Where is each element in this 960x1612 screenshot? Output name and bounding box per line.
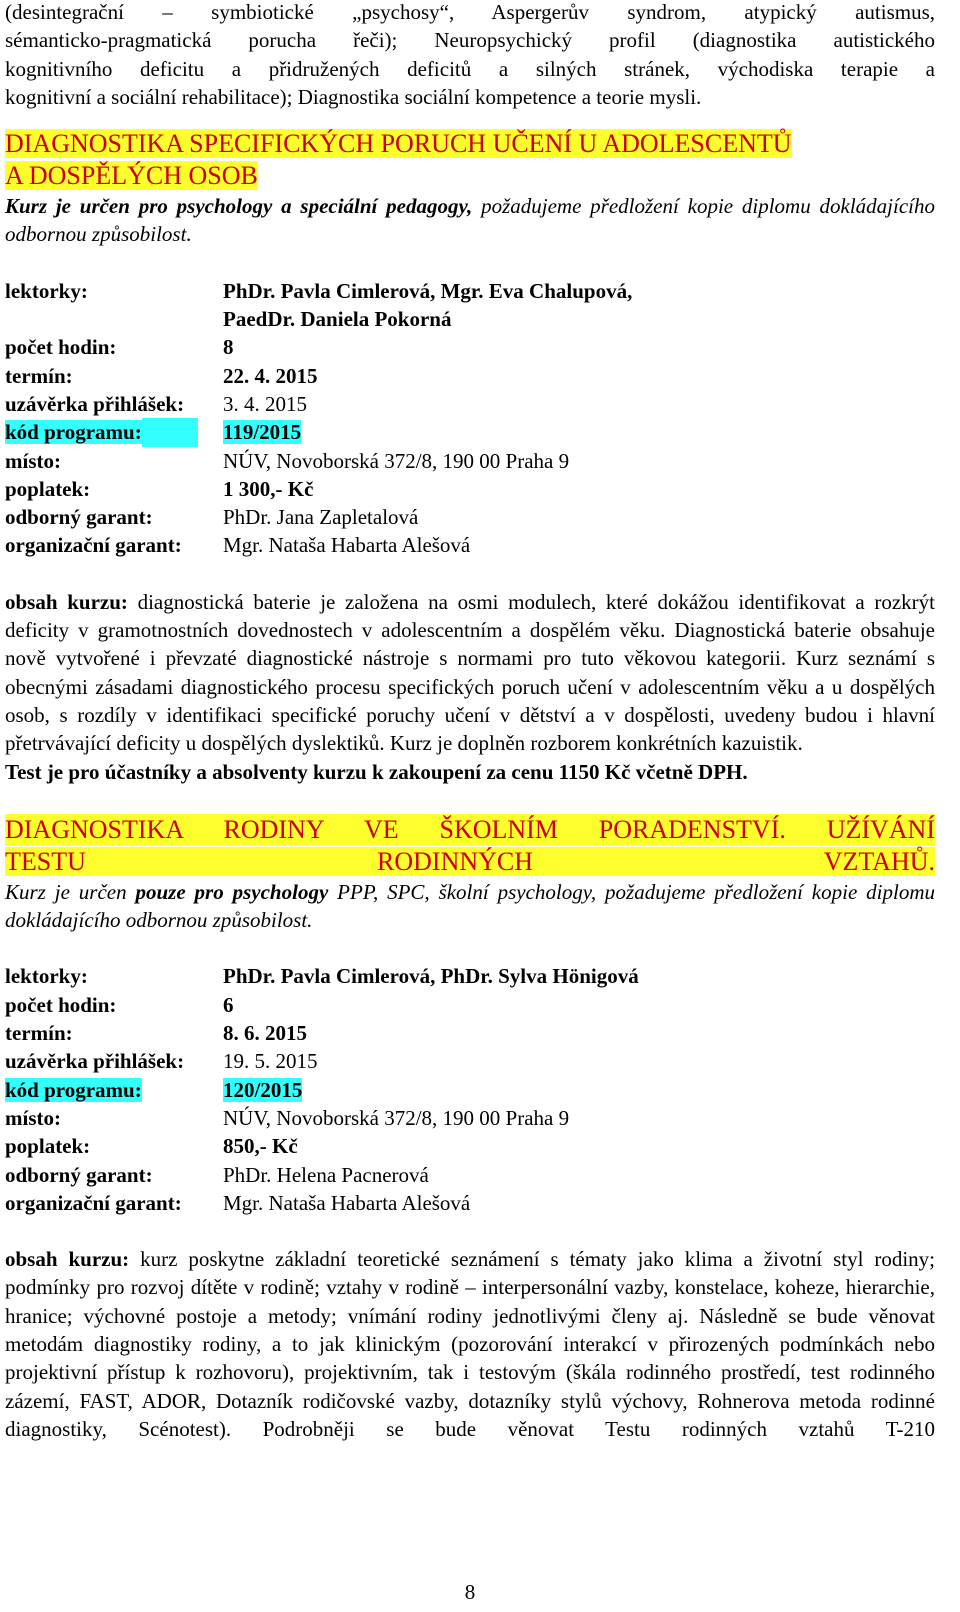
course-2-kod-row bbox=[5, 1076, 935, 1104]
termin-label: termín: bbox=[5, 1021, 73, 1046]
kod-value: 119/2015 bbox=[223, 420, 302, 445]
uzaverka-label: uzávěrka přihlášek: bbox=[5, 1049, 185, 1074]
poplatek-label: poplatek: bbox=[5, 476, 91, 501]
course-1-hodin-row bbox=[5, 333, 935, 361]
document-page bbox=[5, 0, 935, 1443]
intro-paragraph bbox=[5, 0, 935, 111]
course-1-audience-bold: Kurz je určen pro psychology a speciální pedagogy, bbox=[5, 194, 473, 219]
course-1-test-note: Test je pro účastníky a absolventy kurzu k zakoupení za cenu 1150 Kč včetně DPH. bbox=[5, 759, 748, 784]
garant-label: odborný garant: bbox=[5, 1162, 153, 1187]
course-2-garant-row bbox=[5, 1161, 935, 1189]
obsah-label: obsah kurzu: bbox=[5, 1247, 130, 1272]
course-1-poplatek-row bbox=[5, 475, 935, 503]
course-2-termin-row bbox=[5, 1019, 935, 1047]
misto-label: místo: bbox=[5, 1105, 61, 1130]
termin-value: 22. 4. 2015 bbox=[223, 363, 318, 388]
garant-label: odborný garant: bbox=[5, 505, 153, 530]
garant-value: PhDr. Helena Pacnerová bbox=[223, 1162, 429, 1187]
org-label: organizační garant: bbox=[5, 1190, 182, 1215]
course-1-audience-rest: požadujeme předložení kopie diplomu dokládajícího odbornou způsobilost. bbox=[5, 194, 935, 247]
poplatek-value: 850,- Kč bbox=[223, 1134, 298, 1159]
course-1-org-row bbox=[5, 531, 935, 559]
lektorky-label: lektorky: bbox=[5, 278, 88, 303]
course-2-info-table bbox=[5, 962, 935, 1217]
course-1-section bbox=[5, 128, 935, 786]
course-2-poplatek-row bbox=[5, 1132, 935, 1160]
course-2-uzaverka-row bbox=[5, 1047, 935, 1075]
uzaverka-value: 3. 4. 2015 bbox=[223, 391, 307, 416]
lektorky-value-2: PaedDr. Daniela Pokorná bbox=[223, 307, 452, 332]
obsah-text: kurz poskytne základní teoretické seznámení s tématy jako klima a životní styl rodiny; podmínky pro rozvoj dítěte v rodině; vztahy v rodině – interpersonální vazby, konstelace, koheze, hierarchie, hranice; výchovné postoje a metody; vnímání rodiny jednotlivými členy aj. Následně se bude věnovat metodám diagnostiky rodiny, a to jak klinickým (pozorování interakcí v přirozených podmínkách nebo projektivní přístup k rozhovoru), projektivním, tak i testovým (škála rodinného prostředí, test rodinného zázemí, FAST, ADOR, Dotazník rodičovské vazby, dotazníky stylů výchovy, Rohnerova metoda rodinné diagnostiky, Scénotest). Podrobněji se bude věnovat Testu rodinných vztahů T-210 bbox=[5, 1247, 936, 1441]
kod-label: kód programu: bbox=[5, 420, 142, 445]
course-2-title-line2: TESTU RODINNÝCH VZTAHŮ. bbox=[5, 846, 935, 876]
poplatek-label: poplatek: bbox=[5, 1134, 91, 1159]
kod-label: kód programu: bbox=[5, 1077, 142, 1102]
uzaverka-label: uzávěrka přihlášek: bbox=[5, 391, 185, 416]
kod-value: 120/2015 bbox=[223, 1077, 303, 1102]
obsah-text: diagnostická baterie je založena na osmi modulech, které dokážou identifikovat a rozkrýt deficity v gramotnostních dovednostech v adolescentním a dospělém věku. Diagnostická baterie obsahuje nově vytvořené i převzaté diagnostické nástroje s normami pro tuto věkovou kategorii. Kurz seznámí s obecnými zásadami diagnostického procesu specifických poruch učení v adolescentním věku a u dospělých osob, s rozdíly v identifikaci specifické poruchy učení v dětství a v dospělosti, uvedeny budou i hlavní přetrvávající deficity u dospělých dyslektiků. Kurz je doplněn rozborem konkrétních kazuistik. bbox=[5, 589, 935, 756]
intro-line: kognitivní a sociální rehabilitace); Diagnostika sociální kompetence a teorie mysli. bbox=[5, 84, 702, 109]
uzaverka-value: 19. 5. 2015 bbox=[223, 1049, 318, 1074]
org-label: organizační garant: bbox=[5, 533, 182, 558]
course-1-lektorky-row bbox=[5, 277, 935, 305]
hodin-value: 6 bbox=[223, 992, 234, 1017]
course-2-title-line1: DIAGNOSTIKA RODINY VE ŠKOLNÍM PORADENSTVÍ. UŽÍVÁNÍ bbox=[5, 814, 935, 844]
intro-line: kognitivního deficitu a přidružených deficitů a silných stránek, východiska terapie a bbox=[5, 56, 935, 81]
course-2-hodin-row bbox=[5, 991, 935, 1019]
course-2-description bbox=[5, 1245, 935, 1443]
intro-line: (desintegrační – symbiotické „psychosy“, Aspergerův syndrom, atypický autismus, bbox=[5, 0, 935, 24]
course-1-title bbox=[5, 128, 935, 192]
termin-label: termín: bbox=[5, 363, 73, 388]
course-1-description bbox=[5, 588, 935, 758]
intro-line: sémanticko-pragmatická porucha řeči); Neuropsychický profil (diagnostika autistického bbox=[5, 28, 935, 53]
course-2-audience-rest: PPP, SPC, školní psychology, požadujeme předložení kopie diplomu dokládajícího odbornou způsobilost. bbox=[5, 879, 935, 933]
misto-label: místo: bbox=[5, 448, 61, 473]
course-1-title-line2: A DOSPĚLÝCH OSOB bbox=[5, 161, 258, 191]
org-value: Mgr. Nataša Habarta Alešová bbox=[223, 533, 471, 558]
obsah-label: obsah kurzu: bbox=[5, 589, 128, 614]
page-number: 8 bbox=[464, 1580, 476, 1604]
poplatek-value: 1 300,- Kč bbox=[223, 476, 314, 501]
termin-value: 8. 6. 2015 bbox=[223, 1021, 307, 1046]
org-value: Mgr. Nataša Habarta Alešová bbox=[223, 1190, 471, 1215]
lektorky-label: lektorky: bbox=[5, 964, 88, 989]
course-2-section bbox=[5, 814, 935, 1443]
hodin-label: počet hodin: bbox=[5, 335, 117, 360]
course-1-kod-row bbox=[5, 418, 935, 446]
lektorky-value: PhDr. Pavla Cimlerová, PhDr. Sylva Hönigová bbox=[223, 964, 639, 989]
course-1-termin-row bbox=[5, 362, 935, 390]
course-1-title-line1: DIAGNOSTIKA SPECIFICKÝCH PORUCH UČENÍ U ADOLESCENTŮ bbox=[5, 129, 792, 159]
misto-value: NÚV, Novoborská 372/8, 190 00 Praha 9 bbox=[223, 1105, 570, 1130]
course-1-lektorky-row-2 bbox=[5, 305, 935, 333]
hodin-label: počet hodin: bbox=[5, 992, 117, 1017]
garant-value: PhDr. Jana Zapletalová bbox=[223, 505, 419, 530]
hodin-value: 8 bbox=[223, 335, 234, 360]
course-2-audience-bold: pouze pro psychology bbox=[135, 879, 329, 904]
course-2-org-row bbox=[5, 1189, 935, 1217]
course-2-audience-start: Kurz je určen bbox=[5, 879, 136, 904]
misto-value: NÚV, Novoborská 372/8, 190 00 Praha 9 bbox=[223, 448, 570, 473]
course-1-garant-row bbox=[5, 503, 935, 531]
course-2-misto-row bbox=[5, 1104, 935, 1132]
course-2-lektorky-row bbox=[5, 962, 935, 990]
course-1-info-table bbox=[5, 277, 935, 560]
course-2-audience-note bbox=[5, 878, 935, 935]
course-1-audience-note bbox=[5, 192, 935, 249]
course-1-misto-row bbox=[5, 447, 935, 475]
lektorky-value: PhDr. Pavla Cimlerová, Mgr. Eva Chalupová, bbox=[223, 278, 633, 303]
course-1-uzaverka-row bbox=[5, 390, 935, 418]
course-2-title bbox=[5, 814, 935, 878]
